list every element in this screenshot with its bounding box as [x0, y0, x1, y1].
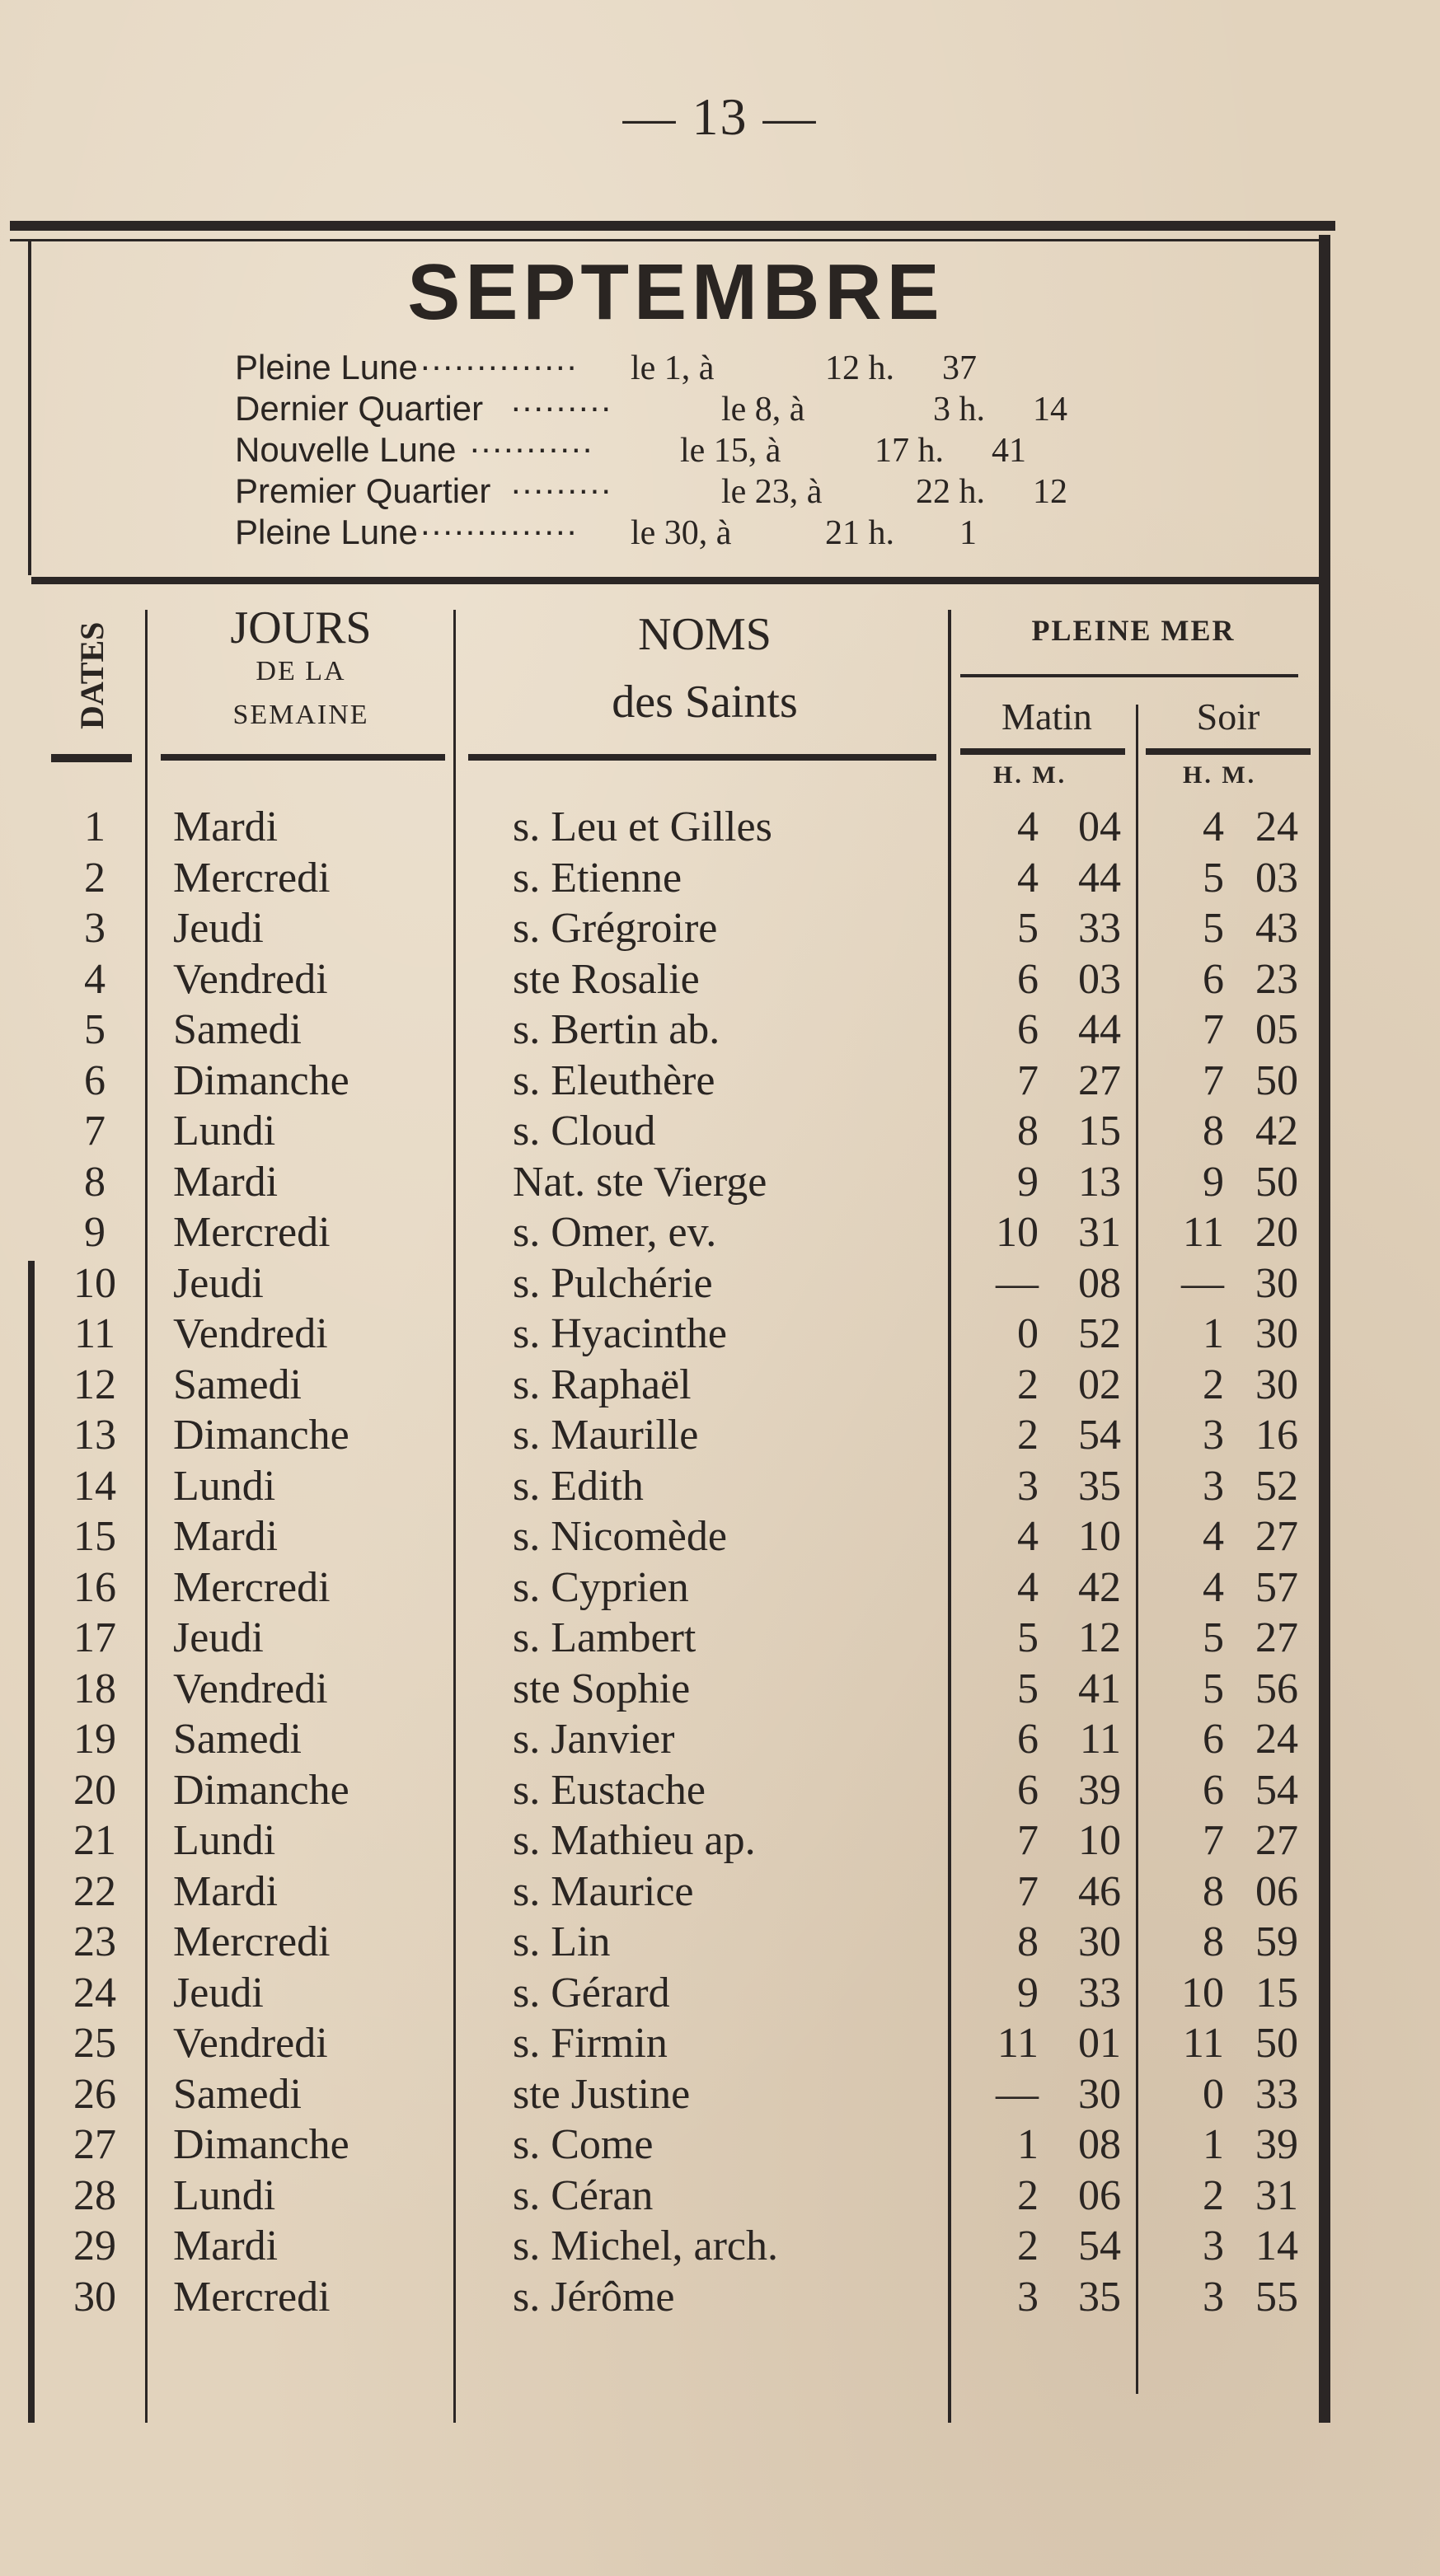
matin-hour-cell: 5 — [1017, 905, 1039, 952]
phase-dots: ......... — [511, 380, 613, 419]
table-row — [0, 1157, 1440, 1208]
matin-hour-cell: 2 — [1017, 1361, 1039, 1408]
day-cell: Dimanche — [173, 1056, 349, 1104]
soir-minute-cell: 30 — [1255, 1361, 1298, 1408]
soir-minute-cell: 50 — [1255, 1056, 1298, 1104]
matin-minute-cell: 11 — [1079, 1716, 1121, 1763]
saint-cell: ste Rosalie — [513, 955, 700, 1003]
dates-header-rule — [51, 754, 132, 762]
matin-hour-cell: 3 — [1017, 1462, 1039, 1510]
matin-hour-cell: 1 — [1017, 2121, 1039, 2168]
day-cell: Lundi — [173, 2171, 276, 2219]
soir-hour-cell: 1 — [1203, 2121, 1224, 2168]
matin-minute-cell: 54 — [1078, 2222, 1121, 2269]
day-cell: Mercredi — [173, 1918, 331, 1965]
table-row — [0, 1461, 1440, 1512]
phase-day: le 15, à — [680, 432, 781, 470]
matin-minute-cell: 41 — [1078, 1665, 1121, 1712]
matin-hour-cell: 3 — [1017, 2273, 1039, 2321]
phase-day: le 8, à — [721, 391, 805, 429]
matin-minute-cell: 10 — [1078, 1513, 1121, 1560]
soir-hour-cell: 5 — [1203, 1665, 1224, 1712]
saint-cell: s. Hyacinthe — [513, 1310, 727, 1357]
date-cell: 16 — [73, 1563, 116, 1611]
matin-minute-cell: 33 — [1078, 905, 1121, 952]
date-cell: 9 — [84, 1209, 106, 1256]
matin-hour-cell: 9 — [1017, 1158, 1039, 1206]
date-cell: 14 — [73, 1462, 116, 1510]
phase-minute: 1 — [959, 514, 977, 552]
matin-hour-cell: 7 — [1017, 1817, 1039, 1864]
soir-hour-cell: 7 — [1203, 1006, 1224, 1053]
date-cell: 8 — [84, 1158, 106, 1206]
tide-table — [0, 802, 1440, 2322]
day-cell: Jeudi — [173, 905, 264, 952]
soir-hour-cell: 3 — [1203, 2222, 1224, 2269]
month-title: SEPTEMBRE — [407, 248, 945, 336]
matin-minute-cell: 35 — [1078, 2273, 1121, 2321]
soir-minute-cell: 05 — [1255, 1006, 1298, 1053]
saint-cell: s. Eleuthère — [513, 1056, 715, 1104]
date-cell: 19 — [73, 1716, 116, 1763]
date-cell: 29 — [73, 2222, 116, 2269]
matin-hour-cell: 7 — [1017, 1056, 1039, 1104]
date-cell: 12 — [73, 1361, 116, 1408]
day-cell: Vendredi — [173, 2020, 328, 2067]
soir-minute-cell: 50 — [1255, 2020, 1298, 2067]
soir-hour-cell: 10 — [1181, 1969, 1224, 2016]
table-row — [0, 1664, 1440, 1715]
soir-hour-cell: 6 — [1203, 1716, 1224, 1763]
table-row — [0, 2272, 1440, 2323]
soir-minute-cell: 14 — [1255, 2222, 1298, 2269]
table-row — [0, 1815, 1440, 1866]
date-cell: 7 — [84, 1108, 106, 1155]
phase-minute: 12 — [1033, 473, 1067, 511]
table-row — [0, 2171, 1440, 2222]
soir-hour-cell: 7 — [1203, 1817, 1224, 1864]
saint-cell: s. Cloud — [513, 1108, 656, 1155]
matin-unit-label: H. M. — [993, 761, 1067, 789]
matin-minute-cell: 27 — [1078, 1056, 1121, 1104]
soir-hour-cell: 9 — [1203, 1158, 1224, 1206]
saint-cell: s. Omer, ev. — [513, 1209, 717, 1256]
day-cell: Jeudi — [173, 1614, 264, 1661]
day-cell: Vendredi — [173, 1310, 328, 1357]
pleine-mer-header: PLEINE MER — [1031, 614, 1236, 647]
soir-minute-cell: 24 — [1255, 803, 1298, 850]
soir-hour-cell: 2 — [1203, 2171, 1224, 2219]
saint-cell: s. Leu et Gilles — [513, 803, 772, 850]
day-cell: Vendredi — [173, 1665, 328, 1712]
matin-hour-cell: 0 — [1017, 1310, 1039, 1357]
soir-minute-cell: 27 — [1255, 1817, 1298, 1864]
phase-name: Premier Quartier — [235, 471, 491, 510]
matin-hour-cell: 6 — [1017, 1006, 1039, 1053]
soir-minute-cell: 50 — [1255, 1158, 1298, 1206]
date-cell: 5 — [84, 1006, 106, 1053]
soir-minute-cell: 15 — [1255, 1969, 1298, 2016]
matin-hour-cell: 10 — [996, 1209, 1039, 1256]
day-cell: Samedi — [173, 1716, 302, 1763]
date-cell: 3 — [84, 905, 106, 952]
matin-minute-cell: 46 — [1078, 1867, 1121, 1915]
pleine-mer-rule — [960, 674, 1298, 677]
matin-hour-cell: 4 — [1017, 1513, 1039, 1560]
moon-phase-row — [235, 420, 1026, 470]
date-cell: 13 — [73, 1412, 116, 1459]
soir-minute-cell: 03 — [1255, 854, 1298, 902]
saint-cell: s. Raphaël — [513, 1361, 692, 1408]
date-cell: 21 — [73, 1817, 116, 1864]
soir-unit-label: H. M. — [1183, 761, 1257, 789]
saint-cell: s. Lambert — [513, 1614, 697, 1661]
jours-header: JOURS — [230, 602, 372, 653]
soir-hour-cell: 11 — [1182, 1209, 1224, 1256]
phase-hour: 22 h. — [916, 473, 985, 511]
soir-minute-cell: 39 — [1255, 2121, 1298, 2168]
jours-subheader-2: SEMAINE — [232, 700, 369, 730]
soir-header: Soir — [1196, 696, 1260, 738]
table-row — [0, 1968, 1440, 2019]
day-cell: Lundi — [173, 1108, 276, 1155]
table-row — [0, 1106, 1440, 1157]
table-row — [0, 2119, 1440, 2171]
saint-cell: s. Michel, arch. — [513, 2222, 779, 2269]
saint-cell: s. Maurille — [513, 1412, 699, 1459]
date-cell: 27 — [73, 2121, 116, 2168]
phase-day: le 23, à — [721, 473, 823, 511]
day-cell: Mardi — [173, 1867, 279, 1915]
matin-minute-cell: 31 — [1078, 1209, 1121, 1256]
matin-hour-cell: 2 — [1017, 2222, 1039, 2269]
table-row — [0, 2018, 1440, 2069]
table-row — [0, 1005, 1440, 1056]
soir-hour-cell: 3 — [1203, 2273, 1224, 2321]
soir-hour-cell: 4 — [1203, 1563, 1224, 1611]
soir-hour-cell: 8 — [1203, 1918, 1224, 1965]
day-cell: Lundi — [173, 1462, 276, 1510]
page-number: — 13 — — [622, 87, 818, 146]
phase-minute: 14 — [1033, 391, 1067, 429]
soir-hour-cell: 7 — [1203, 1056, 1224, 1104]
soir-hour-cell: 5 — [1203, 1614, 1224, 1661]
day-cell: Vendredi — [173, 955, 328, 1003]
soir-minute-cell: 55 — [1255, 2273, 1298, 2321]
date-cell: 6 — [84, 1056, 106, 1104]
soir-minute-cell: 27 — [1255, 1614, 1298, 1661]
matin-minute-cell: 13 — [1078, 1158, 1121, 1206]
saint-cell: s. Come — [513, 2121, 654, 2168]
soir-minute-cell: 33 — [1255, 2070, 1298, 2118]
matin-minute-cell: 44 — [1078, 854, 1121, 902]
table-row — [0, 954, 1440, 1005]
matin-header: Matin — [1001, 696, 1092, 738]
soir-minute-cell: 43 — [1255, 905, 1298, 952]
table-row — [0, 1866, 1440, 1918]
matin-minute-cell: 03 — [1078, 955, 1121, 1003]
phase-hour: 17 h. — [875, 432, 944, 470]
soir-hour-cell: 5 — [1203, 854, 1224, 902]
soir-hour-cell: 6 — [1203, 955, 1224, 1003]
matin-hour-cell: 6 — [1017, 1766, 1039, 1814]
saint-cell: s. Gérard — [513, 1969, 670, 2016]
saint-cell: s. Edith — [513, 1462, 644, 1510]
day-cell: Mardi — [173, 803, 279, 850]
matin-minute-cell: 08 — [1078, 2121, 1121, 2168]
saint-cell: s. Firmin — [513, 2020, 668, 2067]
table-row — [0, 1309, 1440, 1360]
soir-hour-cell: — — [1181, 1259, 1224, 1307]
soir-minute-cell: 52 — [1255, 1462, 1298, 1510]
soir-header-rule — [1146, 748, 1311, 755]
matin-hour-cell: 7 — [1017, 1867, 1039, 1915]
soir-minute-cell: 42 — [1255, 1108, 1298, 1155]
frame-top-rule — [10, 221, 1335, 231]
matin-minute-cell: 44 — [1078, 1006, 1121, 1053]
soir-hour-cell: 1 — [1203, 1310, 1224, 1357]
phase-dots: .............. — [420, 339, 579, 377]
soir-hour-cell: 0 — [1203, 2070, 1224, 2118]
soir-hour-cell: 8 — [1203, 1867, 1224, 1915]
saint-cell: ste Sophie — [513, 1665, 691, 1712]
matin-hour-cell: 4 — [1017, 803, 1039, 850]
phase-name: Pleine Lune — [235, 513, 418, 551]
matin-hour-cell: — — [996, 1259, 1039, 1307]
table-row — [0, 1056, 1440, 1107]
phase-name: Pleine Lune — [235, 348, 418, 386]
table-row — [0, 1613, 1440, 1664]
soir-minute-cell: 56 — [1255, 1665, 1298, 1712]
day-cell: Mardi — [173, 1513, 279, 1560]
date-cell: 26 — [73, 2070, 116, 2118]
moon-phase-row — [235, 379, 1067, 429]
matin-minute-cell: 08 — [1078, 1259, 1121, 1307]
soir-minute-cell: 30 — [1255, 1259, 1298, 1307]
matin-hour-cell: 8 — [1017, 1108, 1039, 1155]
day-cell: Jeudi — [173, 1969, 264, 2016]
soir-minute-cell: 27 — [1255, 1513, 1298, 1560]
matin-hour-cell: 9 — [1017, 1969, 1039, 2016]
header-bottom-rule — [31, 577, 1319, 584]
phase-name: Dernier Quartier — [235, 389, 484, 428]
table-row — [0, 1511, 1440, 1562]
matin-minute-cell: 30 — [1078, 2070, 1121, 2118]
day-cell: Mercredi — [173, 2273, 331, 2321]
soir-hour-cell: 5 — [1203, 905, 1224, 952]
matin-minute-cell: 42 — [1078, 1563, 1121, 1611]
date-cell: 10 — [73, 1259, 116, 1307]
saint-cell: s. Cyprien — [513, 1563, 689, 1611]
matin-hour-cell: 2 — [1017, 2171, 1039, 2219]
moon-phase-row — [235, 461, 1067, 511]
soir-minute-cell: 31 — [1255, 2171, 1298, 2219]
matin-hour-cell: 4 — [1017, 1563, 1039, 1611]
phase-hour: 12 h. — [825, 349, 894, 387]
phase-minute: 37 — [942, 349, 977, 387]
frame-top-thin-rule — [10, 239, 1325, 241]
matin-hour-cell: 4 — [1017, 854, 1039, 902]
table-row — [0, 1714, 1440, 1765]
phase-day: le 30, à — [631, 514, 732, 552]
moon-phase-row — [235, 338, 977, 387]
soir-minute-cell: 24 — [1255, 1716, 1298, 1763]
soir-minute-cell: 06 — [1255, 1867, 1298, 1915]
day-cell: Mardi — [173, 2222, 279, 2269]
date-cell: 24 — [73, 1969, 116, 2016]
matin-hour-cell: — — [996, 2070, 1039, 2118]
phase-minute: 41 — [992, 432, 1026, 470]
soir-hour-cell: 8 — [1203, 1108, 1224, 1155]
matin-header-rule — [960, 748, 1125, 755]
matin-minute-cell: 54 — [1078, 1412, 1121, 1459]
saint-cell: s. Jérôme — [513, 2273, 675, 2321]
noms-header: NOMS — [638, 609, 772, 660]
matin-minute-cell: 12 — [1078, 1614, 1121, 1661]
moon-phase-row — [235, 503, 977, 552]
soir-minute-cell: 20 — [1255, 1209, 1298, 1256]
date-cell: 28 — [73, 2171, 116, 2219]
saint-cell: s. Céran — [513, 2171, 654, 2219]
day-cell: Dimanche — [173, 1412, 349, 1459]
table-row — [0, 1917, 1440, 1968]
soir-hour-cell: 4 — [1203, 1513, 1224, 1560]
date-cell: 2 — [84, 854, 106, 902]
soir-minute-cell: 54 — [1255, 1766, 1298, 1814]
phase-dots: ......... — [511, 462, 613, 501]
date-cell: 18 — [73, 1665, 116, 1712]
date-cell: 15 — [73, 1513, 116, 1560]
saint-cell: s. Pulchérie — [513, 1259, 713, 1307]
table-row — [0, 2069, 1440, 2120]
day-cell: Lundi — [173, 1817, 276, 1864]
table-row — [0, 853, 1440, 904]
saint-cell: s. Maurice — [513, 1867, 694, 1915]
day-cell: Mercredi — [173, 854, 331, 902]
soir-hour-cell: 11 — [1182, 2020, 1224, 2067]
matin-minute-cell: 15 — [1078, 1108, 1121, 1155]
day-cell: Samedi — [173, 1006, 302, 1053]
day-cell: Mercredi — [173, 1563, 331, 1611]
table-row — [0, 802, 1440, 853]
matin-minute-cell: 01 — [1078, 2020, 1121, 2067]
soir-hour-cell: 3 — [1203, 1412, 1224, 1459]
matin-minute-cell: 35 — [1078, 1462, 1121, 1510]
saint-cell: s. Bertin ab. — [513, 1006, 720, 1053]
matin-minute-cell: 30 — [1078, 1918, 1121, 1965]
table-row — [0, 1410, 1440, 1461]
saint-cell: s. Grégroire — [513, 905, 718, 952]
matin-hour-cell: 5 — [1017, 1614, 1039, 1661]
matin-minute-cell: 10 — [1078, 1817, 1121, 1864]
day-cell: Mardi — [173, 1158, 279, 1206]
soir-hour-cell: 2 — [1203, 1361, 1224, 1408]
date-cell: 11 — [73, 1310, 116, 1357]
soir-minute-cell: 57 — [1255, 1563, 1298, 1611]
phase-dots: .............. — [420, 503, 579, 542]
saint-cell: s. Lin — [513, 1918, 611, 1965]
date-cell: 17 — [73, 1614, 116, 1661]
soir-minute-cell: 59 — [1255, 1918, 1298, 1965]
matin-minute-cell: 02 — [1078, 1361, 1121, 1408]
table-row — [0, 1562, 1440, 1614]
matin-minute-cell: 52 — [1078, 1310, 1121, 1357]
matin-minute-cell: 33 — [1078, 1969, 1121, 2016]
table-row — [0, 1258, 1440, 1309]
soir-hour-cell: 3 — [1203, 1462, 1224, 1510]
saint-cell: Nat. ste Vierge — [513, 1158, 767, 1206]
saint-cell: s. Etienne — [513, 854, 682, 902]
table-row — [0, 1765, 1440, 1816]
date-cell: 30 — [73, 2273, 116, 2321]
saint-cell: s. Janvier — [513, 1716, 675, 1763]
saint-cell: ste Justine — [513, 2070, 691, 2118]
date-cell: 23 — [73, 1918, 116, 1965]
dates-header: DATES — [73, 621, 110, 730]
table-row — [0, 2221, 1440, 2272]
table-row — [0, 1360, 1440, 1411]
noms-subheader: des Saints — [612, 677, 798, 728]
day-cell: Jeudi — [173, 1259, 264, 1307]
matin-minute-cell: 06 — [1078, 2171, 1121, 2219]
date-cell: 4 — [84, 955, 106, 1003]
soir-hour-cell: 6 — [1203, 1766, 1224, 1814]
matin-hour-cell: 11 — [997, 2020, 1039, 2067]
saint-cell: s. Mathieu ap. — [513, 1817, 756, 1864]
jours-header-rule — [161, 754, 445, 761]
matin-hour-cell: 5 — [1017, 1665, 1039, 1712]
day-cell: Samedi — [173, 1361, 302, 1408]
saint-cell: s. Eustache — [513, 1766, 706, 1814]
table-row — [0, 1207, 1440, 1258]
phase-dots: ........... — [470, 421, 594, 460]
soir-hour-cell: 4 — [1203, 803, 1224, 850]
phase-hour: 21 h. — [825, 514, 894, 552]
saint-cell: s. Nicomède — [513, 1513, 727, 1560]
day-cell: Mercredi — [173, 1209, 331, 1256]
jours-subheader-1: DE LA — [256, 656, 346, 686]
soir-minute-cell: 30 — [1255, 1310, 1298, 1357]
day-cell: Samedi — [173, 2070, 302, 2118]
phase-name: Nouvelle Lune — [235, 430, 457, 469]
noms-header-rule — [468, 754, 936, 761]
matin-minute-cell: 39 — [1078, 1766, 1121, 1814]
table-row — [0, 903, 1440, 954]
day-cell: Dimanche — [173, 1766, 349, 1814]
phase-hour: 3 h. — [933, 391, 985, 429]
phase-day: le 1, à — [631, 349, 715, 387]
date-cell: 1 — [84, 803, 106, 850]
matin-minute-cell: 04 — [1078, 803, 1121, 850]
soir-minute-cell: 16 — [1255, 1412, 1298, 1459]
soir-minute-cell: 23 — [1255, 955, 1298, 1003]
matin-hour-cell: 8 — [1017, 1918, 1039, 1965]
matin-hour-cell: 2 — [1017, 1412, 1039, 1459]
date-cell: 20 — [73, 1766, 116, 1814]
date-cell: 25 — [73, 2020, 116, 2067]
day-cell: Dimanche — [173, 2121, 349, 2168]
matin-hour-cell: 6 — [1017, 1716, 1039, 1763]
date-cell: 22 — [73, 1867, 116, 1915]
matin-hour-cell: 6 — [1017, 955, 1039, 1003]
